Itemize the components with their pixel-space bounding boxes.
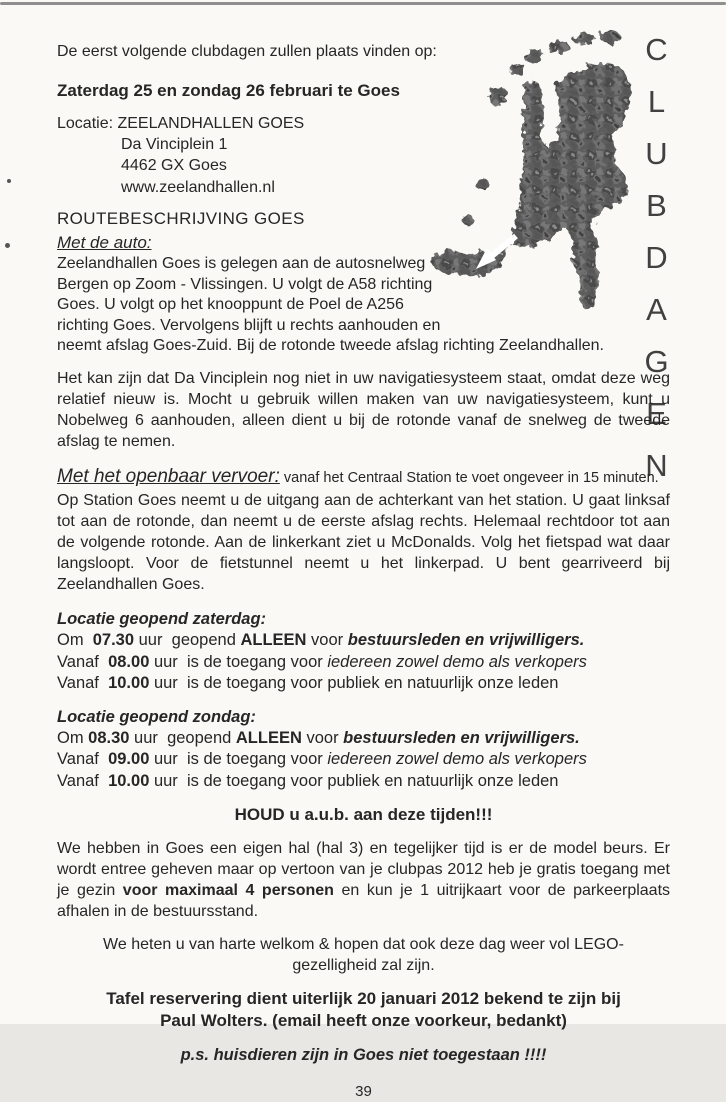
audience-emphasis: bestuursleden en vrijwilligers. [347,631,585,650]
text-segment: uur is de toegang voor publiek en natuurlijk onze leden [149,674,559,693]
opening-hours-sunday [57,707,670,793]
welcome-message: We heten u van harte welkom & hopen dat ook deze dag weer vol LEGO-gezelligheid zal zijn. [103,936,624,974]
alleen-emphasis: ALLEEN [240,631,307,650]
route-car-text: Zeelandhallen Goes is gelegen aan de autosnelweg Bergen op Zoom - Vlissingen. U volgt de A58 richting Goes. U volgt op het knooppunt de Poel de A256 richting Goes. Vervolgens blijft u rechts aanhouden en neemt afslag Goes-Zuid. Bij de rotonde tweede afslag richting Zeelandhallen. [57,255,604,355]
reservation-notice: Tafel reservering dient uiterlijk 20 januari 2012 bekend te zijn bij Paul Wolters. (email heeft onze voorkeur, bedankt) [106,988,621,1030]
max-persons-emphasis: voor maximaal 4 personen [122,882,334,900]
sunday-line-1 [57,728,670,749]
sunday-heading: Locatie geopend zondag: [57,707,256,726]
location-label: Locatie: [57,114,118,132]
event-title: Zaterdag 25 en zondag 26 februari te Goes [57,80,400,100]
time-value: 09.00 [108,750,150,769]
text-segment: voor [306,631,348,650]
sunday-line-3 [57,771,670,792]
saturday-line-1 [57,630,670,651]
public-transport-text: Op Station Goes neemt u de uitgang aan de achterkant van het station. U gaat linksaf tot aan de rotonde, dan neemt u de eerste afslag rechts. Helemaal rechtdoor tot aan de volgende rotonde. Aan de linkerkant ziet u McDonalds. Volg het fietspad wat daar langsloopt. Voor de fietstunnel neemt u het linkerpad. U bent gearriveerd bij Zeelandhallen Goes. [57,491,670,593]
audience-emphasis: bestuursleden en vrijwilligers. [343,728,580,747]
text-segment: Vanaf [57,674,109,693]
saturday-line-3 [57,673,670,694]
text-segment: uur is de toegang voor [149,652,328,671]
time-value: 10.00 [108,674,150,693]
text-segment: uur is de toegang voor [149,750,328,769]
sunday-line-2 [57,749,670,770]
location-address: Da Vinciplein 1 [121,136,228,154]
location-postal: 4462 GX Goes [121,157,227,175]
text-segment: We hebben in Goes een eigen hal (hal 3) en tegelijker tijd is er de model beurs. Er wordt entree geheven maar op vertoon van je clubpas 2012 heb je gratis toegang met je gezin [57,840,670,900]
text-segment: Om [57,631,93,650]
navigation-note: Het kan zijn dat Da Vinciplein nog niet in uw navigatiesysteem staat, omdat deze weg relatief nieuw is. Mocht u gebruik willen maken van uw navigatiesysteem, kunt u Nobelweg 6 aanhouden, alleen dient u bij de rotonde vanaf de snelweg de tweede afslag te nemen. [57,370,670,451]
public-transport-intro: vanaf het Centraal Station te voet ongeveer in 15 minuten. [279,470,659,487]
text-segment: en kun je 1 uitrijkaart voor de parkeerplaats afhalen in de bestuursstand. [57,882,671,921]
text-segment: Vanaf [57,750,109,769]
text-segment: Om [57,728,89,747]
time-value: 08.30 [88,728,130,747]
text-segment: uur geopend [134,631,241,650]
text-segment: uur geopend [129,728,236,747]
ps-no-pets-note: p.s. huisdieren zijn in Goes niet toegestaan !!!! [180,1045,547,1064]
map-text-flow-spacer [520,42,670,247]
alleen-emphasis: ALLEEN [235,728,302,747]
map-text-flow-spacer [455,247,670,325]
audience-emphasis: iedereen zowel demo als verkopers [327,750,587,769]
location-website-link[interactable]: www.zeelandhallen.nl [121,178,275,196]
time-value: 07.30 [92,631,135,650]
page-number: 39 [355,1083,372,1101]
hold-times-notice: HOUD u a.u.b. aan deze tijden!!! [234,805,493,825]
time-value: 10.00 [108,771,150,790]
opening-hours-saturday [57,609,670,695]
route-car-heading: Met de auto: [57,233,152,253]
hall-info-paragraph [57,839,670,923]
saturday-line-2 [57,652,670,673]
audience-emphasis: iedereen zowel demo als verkopers [327,652,587,671]
route-heading: ROUTEBESCHRIJVING GOES [57,208,305,228]
vertical-page-title: CLUBDAGEN [639,32,674,500]
text-segment: voor [301,728,344,747]
text-segment: Vanaf [57,652,109,671]
text-segment: Vanaf [57,771,109,790]
public-transport-heading-line [57,465,670,490]
location-name: ZEELANDHALLEN GOES [117,114,305,132]
text-segment: uur is de toegang voor publiek en natuurlijk onze leden [149,771,559,790]
time-value: 08.00 [108,652,150,671]
public-transport-heading: Met het openbaar vervoer: [57,466,280,488]
intro-line: De eerst volgende clubdagen zullen plaats vinden op: [57,43,437,60]
saturday-heading: Locatie geopend zaterdag: [57,609,267,628]
